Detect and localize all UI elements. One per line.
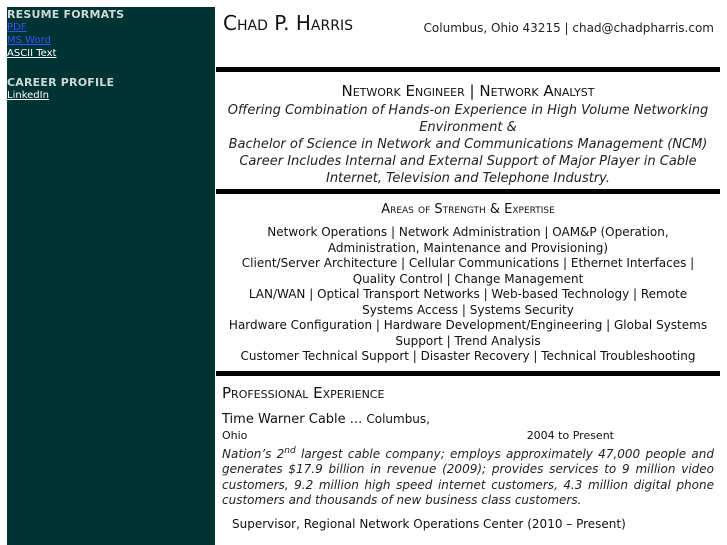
areas-of-expertise [216, 194, 720, 376]
summary-line: Career Includes Internal and External Support of Major Player in Cable Internet, Television and Telephone Industry. [239, 154, 697, 186]
job-description [222, 444, 714, 509]
employer-city: Columbus, [366, 411, 430, 426]
resume-header [216, 7, 720, 72]
expertise-row: Hardware Configuration | Hardware Development/Engineering | Global Systems Support | Trend Analysis [228, 318, 708, 348]
job-desc-sup: nd [284, 445, 296, 456]
job-desc-pre: Nation’s 2 [222, 446, 285, 461]
summary-section [216, 72, 720, 194]
expertise-row: Client/Server Architecture | Cellular Communications | Ethernet Interfaces | Quality Control | Change Management [241, 256, 695, 286]
job-dates: 2004 to Present [526, 428, 614, 442]
resume-formats-heading: RESUME FORMATS [7, 8, 125, 21]
summary-line: Bachelor of Science in Network and Communications Management (NCM) [228, 137, 708, 152]
expertise-row: Network Operations | Network Administration | OAM&P (Operation, Administration, Maintenance and Provisioning) [267, 225, 669, 255]
experience-title: Professional Experience [222, 383, 385, 402]
professional-experience [216, 376, 720, 531]
career-profile-heading: CAREER PROFILE [7, 76, 115, 89]
expertise-row: LAN/WAN | Optical Transport Networks | Web-based Technology | Remote Systems Access | Systems Security [248, 287, 688, 317]
resume-main [216, 7, 720, 531]
job-meta [222, 429, 714, 442]
areas-title: Areas of Strength & Expertise [381, 202, 555, 217]
job-subrole: Supervisor, Regional Network Operations Center (2010 – Present) [232, 516, 626, 531]
job-desc-post: largest cable company; employs approximately 47,000 people and generates $17.9 billion in revenue (2009); provides services to 9 million video customers, 9.2 million high speed internet customers, 4.3 million digital phone customers and thousands of new business class customers. [222, 446, 714, 507]
target-role: Network Engineer | Network Analyst [341, 82, 595, 100]
career-profile-section [7, 76, 215, 102]
ascii-text-link[interactable]: ASCII Text [7, 48, 57, 59]
candidate-name: Chad P. Harris [223, 11, 353, 35]
summary-line: Offering Combination of Hands-on Experience in High Volume Networking Environment & [227, 103, 709, 135]
resume-formats-section [7, 8, 215, 60]
employer-state: Ohio [222, 428, 248, 442]
sidebar [7, 7, 215, 545]
employer-name: Time Warner Cable ... [222, 411, 363, 427]
linkedin-link[interactable]: LinkedIn [7, 90, 49, 101]
expertise-row: Customer Technical Support | Disaster Recovery | Technical Troubleshooting [240, 349, 696, 363]
pdf-link[interactable]: PDF [7, 22, 27, 33]
ms-word-link[interactable]: MS Word [7, 35, 51, 46]
contact-info: Columbus, Ohio 43215 | chad@chadpharris.com [423, 21, 714, 35]
job-employer [222, 410, 714, 429]
